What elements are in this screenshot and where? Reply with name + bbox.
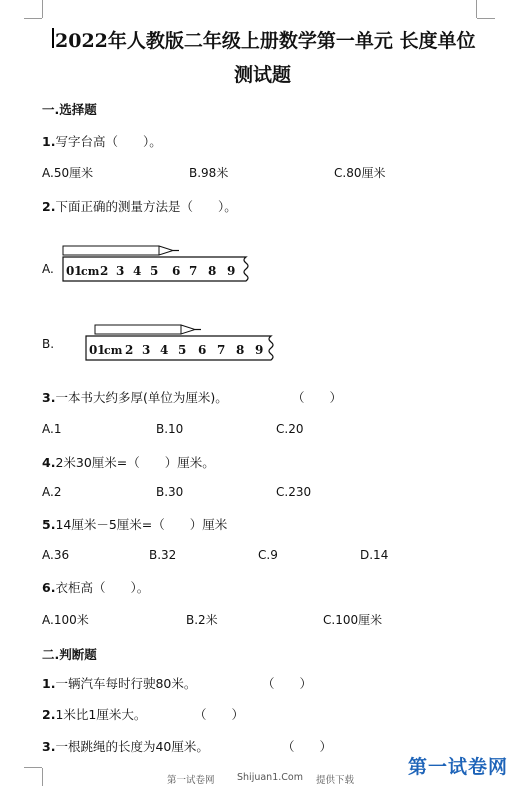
crop-mark xyxy=(42,0,43,18)
option-a: A.50厘米 xyxy=(42,166,94,180)
ruler-label-3: 3 xyxy=(142,343,151,357)
question-text: 一本书大约多厚(单位为厘米)。 xyxy=(55,390,228,405)
answer-blank: （ ） xyxy=(282,739,333,754)
question-text: 1米比1厘米大。 xyxy=(55,707,147,722)
ruler-label-5: 5 xyxy=(150,264,159,278)
question-number: 1. xyxy=(42,134,56,149)
ruler-label-9: 9 xyxy=(255,343,264,357)
option-b: B. xyxy=(42,337,55,351)
question-3 xyxy=(42,388,228,406)
section-heading: 一.选择题 xyxy=(42,102,97,117)
footer-site-url: Shijuan1.Com xyxy=(237,772,303,783)
question-text: 一根跳绳的长度为40厘米。 xyxy=(55,739,209,754)
ruler-label-2: 2 xyxy=(125,343,134,357)
crop-mark xyxy=(476,0,477,18)
ruler-label-1: 1 xyxy=(97,343,106,357)
option-b: B.2米 xyxy=(186,613,218,627)
crop-mark xyxy=(24,767,42,768)
option-c: C.230 xyxy=(276,485,312,499)
ruler-label-7: 7 xyxy=(217,343,226,357)
answer-blank: （ ） xyxy=(292,390,343,405)
crop-mark xyxy=(24,18,42,19)
ruler-label-3: 3 xyxy=(116,264,125,278)
section-heading: 二.判断题 xyxy=(42,647,97,662)
ruler-label-1: 1 xyxy=(74,264,83,278)
option-c: C.80厘米 xyxy=(334,166,386,180)
option-a: A.1 xyxy=(42,422,62,436)
question-text: 2米30厘米=（ ）厘米。 xyxy=(55,455,215,470)
option-b: B.10 xyxy=(156,422,184,436)
question-number: 6. xyxy=(42,580,56,595)
question-number: 2. xyxy=(42,199,56,214)
ruler-diagram-a xyxy=(60,242,260,284)
ruler-label-8: 8 xyxy=(236,343,245,357)
option-b: B.30 xyxy=(156,485,184,499)
pencil xyxy=(95,325,181,334)
crop-mark xyxy=(477,18,495,19)
question-5 xyxy=(42,515,227,533)
judgement-3 xyxy=(42,737,209,755)
answer-blank: （ ） xyxy=(262,676,313,691)
ruler-label-8: 8 xyxy=(208,264,217,278)
option-c: C.9 xyxy=(258,548,278,562)
ruler-label-6: 6 xyxy=(198,343,207,357)
ruler-label-5: 5 xyxy=(178,343,187,357)
crop-mark xyxy=(42,768,43,786)
ruler-label-0: 0 xyxy=(66,264,75,278)
ruler-label-4: 4 xyxy=(133,264,142,278)
ruler-label-7: 7 xyxy=(189,264,198,278)
option-c: C.20 xyxy=(276,422,304,436)
question-2 xyxy=(42,197,237,215)
judgement-2 xyxy=(42,705,146,723)
ruler-label-cm: cm xyxy=(104,344,123,357)
ruler-label-2: 2 xyxy=(100,264,109,278)
question-number: 3. xyxy=(42,390,56,405)
pencil xyxy=(63,246,159,255)
page-subtitle: 测试题 xyxy=(234,64,292,86)
option-b: B.32 xyxy=(149,548,177,562)
ruler-label-cm: cm xyxy=(81,265,100,278)
question-1 xyxy=(42,132,162,150)
question-text: 衣柜高（ ）。 xyxy=(55,580,150,595)
question-number: 3. xyxy=(42,739,56,754)
brand-watermark: 第一试卷网 xyxy=(408,756,509,778)
ruler-label-9: 9 xyxy=(227,264,236,278)
footer-note: 提供下载 xyxy=(316,775,355,786)
question-number: 2. xyxy=(42,707,56,722)
question-text: 14厘米－5厘米=（ ）厘米 xyxy=(55,517,228,532)
option-a: A.2 xyxy=(42,485,62,499)
question-number: 5. xyxy=(42,517,56,532)
text-cursor xyxy=(52,28,54,48)
judgement-1 xyxy=(42,674,196,692)
question-number: 1. xyxy=(42,676,56,691)
option-b: B.98米 xyxy=(189,166,229,180)
pencil-tip xyxy=(181,325,195,334)
page-title: 2022年人教版二年级上册数学第一单元 长度单位 xyxy=(55,30,476,52)
question-number: 4. xyxy=(42,455,56,470)
question-text: 写字台高（ ）。 xyxy=(55,134,162,149)
answer-blank: （ ） xyxy=(194,707,245,722)
option-a: A. xyxy=(42,262,54,276)
question-text: 下面正确的测量方法是（ ）。 xyxy=(55,199,237,214)
footer-site-name: 第一试卷网 xyxy=(167,775,215,786)
option-a: A.36 xyxy=(42,548,70,562)
question-6 xyxy=(42,578,149,596)
option-d: D.14 xyxy=(360,548,389,562)
question-4 xyxy=(42,453,215,471)
ruler-label-4: 4 xyxy=(160,343,169,357)
ruler-diagram-b xyxy=(83,320,283,362)
question-text: 一辆汽车每时行驶80米。 xyxy=(55,676,197,691)
option-c: C.100厘米 xyxy=(323,613,383,627)
ruler-label-6: 6 xyxy=(172,264,181,278)
ruler-label-0: 0 xyxy=(89,343,98,357)
pencil-tip xyxy=(159,246,173,255)
option-a: A.100米 xyxy=(42,613,89,627)
